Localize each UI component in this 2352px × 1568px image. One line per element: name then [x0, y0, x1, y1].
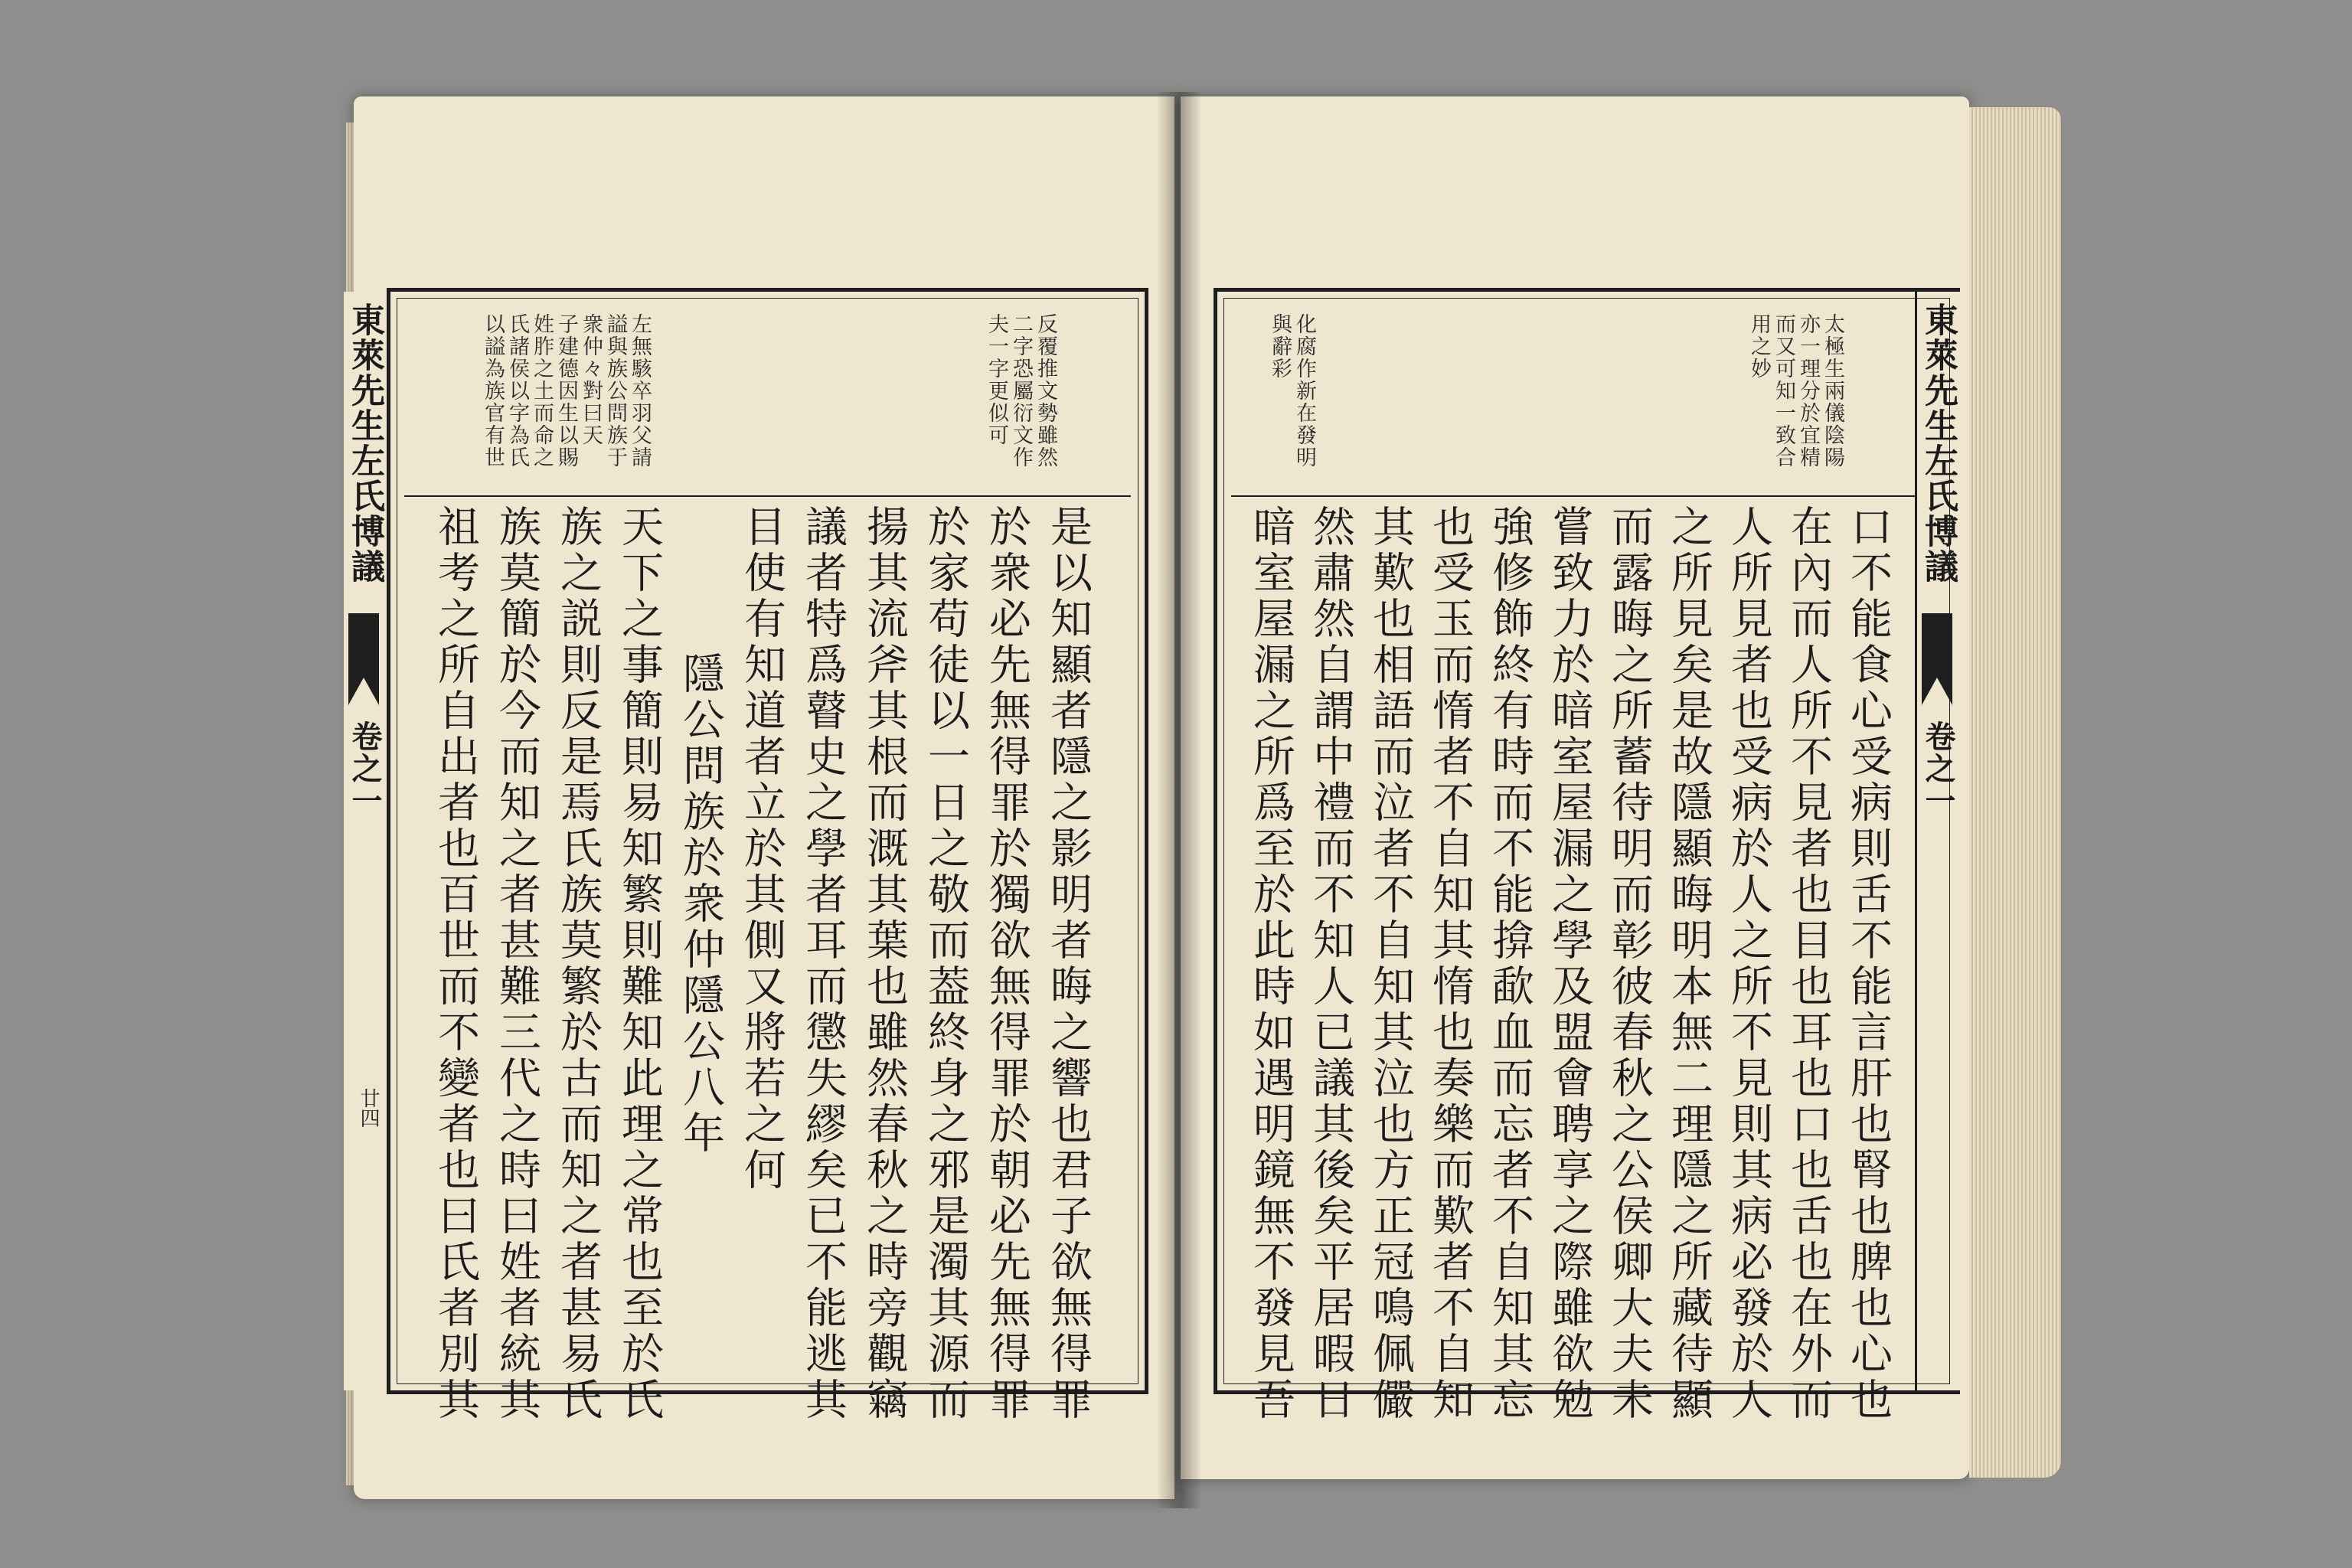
text-column: 口不能食心受病則舌不能言肝也腎也脾也心也 [1844, 505, 1893, 1423]
headnote-line: 太極生兩儀陰陽 [1821, 313, 1844, 469]
right-page-edges [1969, 107, 2061, 1478]
text-column: 而露晦之所蓄待明而彰彼春秋之公侯卿大夫未 [1605, 505, 1654, 1423]
text-column: 族莫簡於今而知之者甚難三代之時曰姓者統其 [492, 505, 541, 1423]
headnote-line: 反覆推文勢雖然 [1034, 313, 1057, 469]
left-headnote-area [404, 304, 1131, 497]
folio-number: 廿四 [357, 1088, 380, 1128]
text-column: 然肅然自謂中禮而不知人已議其後矣平居暇日 [1306, 505, 1355, 1423]
text-column: 嘗致力於暗室屋漏之學及盟會聘享之際雖欲勉 [1545, 505, 1594, 1423]
text-column: 天下之事簡則易知繁則難知此理之常也至於氏 [615, 505, 664, 1423]
text-column: 祖考之所自出者也百世而不變者也曰氏者別其 [431, 505, 480, 1423]
folio-title: 東萊先生左氏博議 [1919, 302, 1958, 584]
headnote-line: 化腐作新在發明 [1292, 313, 1316, 469]
headnote-line: 而又可知一致合 [1772, 313, 1795, 469]
left-folio-strip [344, 292, 389, 1390]
text-column: 也受玉而惰者不自知其惰也奏樂而歎者不自知 [1426, 505, 1475, 1423]
headnote-line: 用之妙 [1747, 313, 1771, 380]
section-heading: 隱公問族於衆仲隱公八年 [676, 652, 725, 1157]
text-column: 揚其流斧其根而溉其葉也雖然春秋之時旁觀竊 [860, 505, 909, 1423]
headnote-line: 以謚為族官有世 [481, 313, 505, 469]
text-column: 其歎也相語而泣者不自知其泣也方正冠鳴佩儼 [1366, 505, 1415, 1423]
folio-title: 東萊先生左氏博議 [345, 302, 384, 584]
headnote-line: 亦一理分於宜精 [1796, 313, 1820, 469]
fish-tail-mark-icon [1922, 613, 1952, 705]
text-column: 於家苟徒以一日之敬而葢終身之邪是濁其源而 [921, 505, 970, 1423]
fish-tail-mark-icon [348, 613, 379, 705]
text-column: 目使有知道者立於其側又將若之何 [737, 505, 786, 1194]
right-text-frame [1214, 288, 1960, 1423]
folio-volume: 卷之一 [1920, 720, 1956, 817]
text-column: 在內而人所不見者也目也耳也口也舌也在外而 [1784, 505, 1833, 1423]
headnote-line: 左無駭卒羽父請 [628, 313, 652, 469]
headnote-line: 與辭彩 [1268, 313, 1292, 380]
text-column: 族之説則反是焉氏族莫繁於古而知之者甚易氏 [554, 505, 603, 1423]
text-column: 人所見者也受病於人之所不見則其病必發於人 [1724, 505, 1773, 1423]
headnote-line: 二字恐屬衍文作 [1009, 313, 1033, 469]
text-column: 暗室屋漏之所爲至於此時如遇明鏡無不發見吾 [1246, 505, 1295, 1423]
right-folio-strip [1915, 292, 1960, 1390]
book-gutter [1156, 92, 1202, 1508]
folio-volume: 卷之一 [347, 720, 383, 817]
right-headnote-area [1231, 304, 1942, 497]
left-text-frame [345, 288, 1148, 1423]
text-column: 於衆必先無得罪於獨欲無得罪於朝必先無得罪 [982, 505, 1031, 1423]
text-column: 之所見矣是故隱顯晦明本無二理隱之所藏待顯 [1664, 505, 1713, 1423]
text-column: 強修飾終有時而不能揜歃血而忘者不自知其忘 [1485, 505, 1534, 1423]
headnote-line: 夫一字更似可 [985, 313, 1008, 446]
headnote-line: 子建德因生以賜 [554, 313, 578, 469]
text-column: 議者特爲瞽史之學者耳而懲失繆矣已不能逃其 [799, 505, 848, 1423]
headnote-line: 謚與族公問族于 [603, 313, 627, 469]
headnote-line: 氏諸侯以字為氏 [505, 313, 529, 469]
headnote-line: 姓胙之土而命之 [530, 313, 554, 469]
text-column: 是以知顯者隱之影明者晦之響也君子欲無得罪 [1044, 505, 1093, 1423]
headnote-line: 衆仲々對曰天 [579, 313, 603, 446]
